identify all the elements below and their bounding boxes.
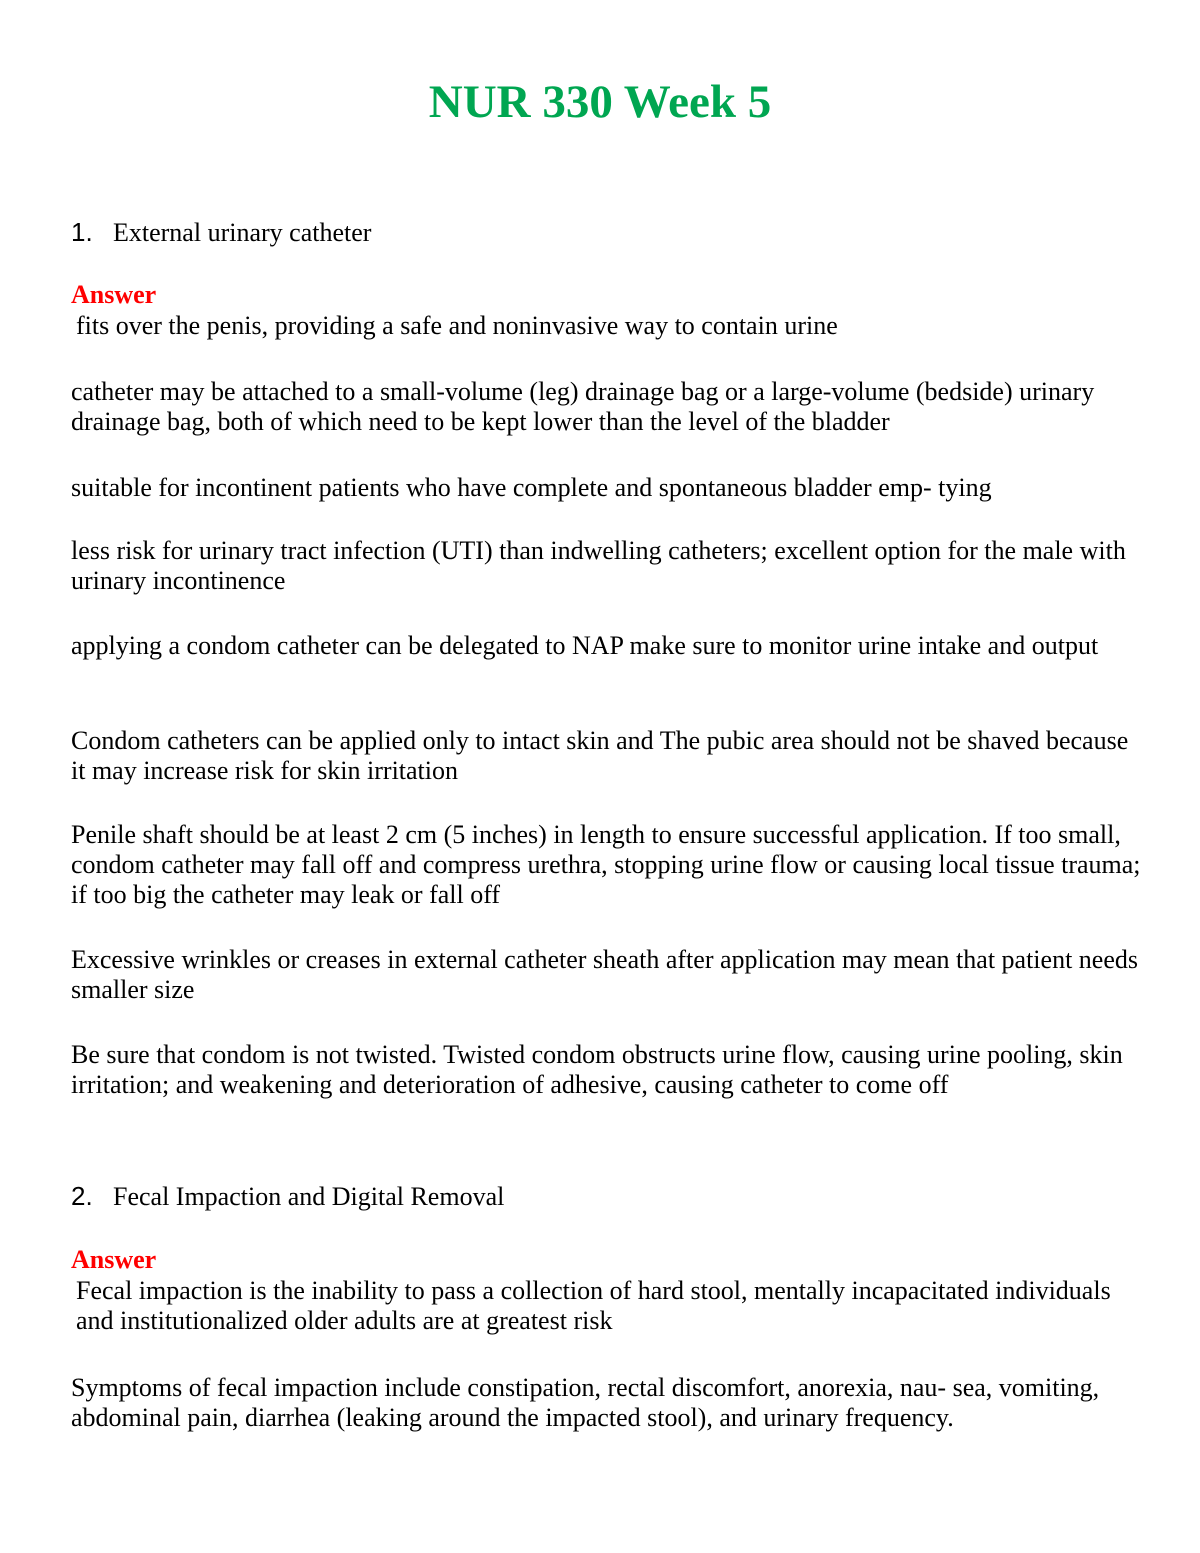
answer-paragraph: Fecal impaction is the inability to pass a collection of hard stool, mentally incapacitated individuals and institutionalized older adults are at greatest risk bbox=[76, 1276, 1111, 1335]
answer-paragraph: less risk for urinary tract infection (UTI) than indwelling catheters; excellent option for the male with urinary incontinence bbox=[71, 536, 1126, 595]
answer-paragraph: Symptoms of fecal impaction include constipation, rectal discomfort, anorexia, nau- sea, vomiting, abdominal pain, diarrhea (leaking around the impacted stool), and urinary frequency. bbox=[71, 1373, 1100, 1432]
answer-paragraph: fits over the penis, providing a safe and noninvasive way to contain urine bbox=[76, 311, 838, 340]
question-number: 1. bbox=[71, 217, 93, 247]
document-title: NUR 330 Week 5 bbox=[428, 76, 772, 128]
answer-label: Answer bbox=[71, 1245, 157, 1274]
answer-paragraph: Be sure that condom is not twisted. Twisted condom obstructs urine flow, causing urine pooling, skin irritation; and weakening and deterioration of adhesive, causing catheter to come off bbox=[71, 1040, 1123, 1099]
question-text: External urinary catheter bbox=[113, 218, 372, 247]
answer-paragraph: Condom catheters can be applied only to intact skin and The pubic area should not be shaved because it may increase risk for skin irritation bbox=[71, 726, 1129, 785]
question-heading-1 bbox=[71, 217, 371, 248]
question-heading-2 bbox=[71, 1181, 504, 1212]
answer-paragraph: Penile shaft should be at least 2 cm (5 inches) in length to ensure successful application. If too small, condom catheter may fall off and compress urethra, stopping urine flow or causing local tissue trauma; if too big the catheter may leak or fall off bbox=[71, 820, 1141, 909]
answer-paragraph: applying a condom catheter can be delegated to NAP make sure to monitor urine intake and output bbox=[71, 631, 1099, 660]
answer-paragraph: suitable for incontinent patients who have complete and spontaneous bladder emp- tying bbox=[71, 473, 992, 502]
question-text: Fecal Impaction and Digital Removal bbox=[113, 1182, 505, 1211]
answer-label: Answer bbox=[71, 280, 157, 309]
question-number: 2. bbox=[71, 1181, 93, 1211]
answer-paragraph: Excessive wrinkles or creases in external catheter sheath after application may mean that patient needs smaller size bbox=[71, 945, 1138, 1004]
answer-paragraph: catheter may be attached to a small-volume (leg) drainage bag or a large-volume (bedside) urinary drainage bag, both of which need to be kept lower than the level of the bladder bbox=[71, 377, 1095, 436]
